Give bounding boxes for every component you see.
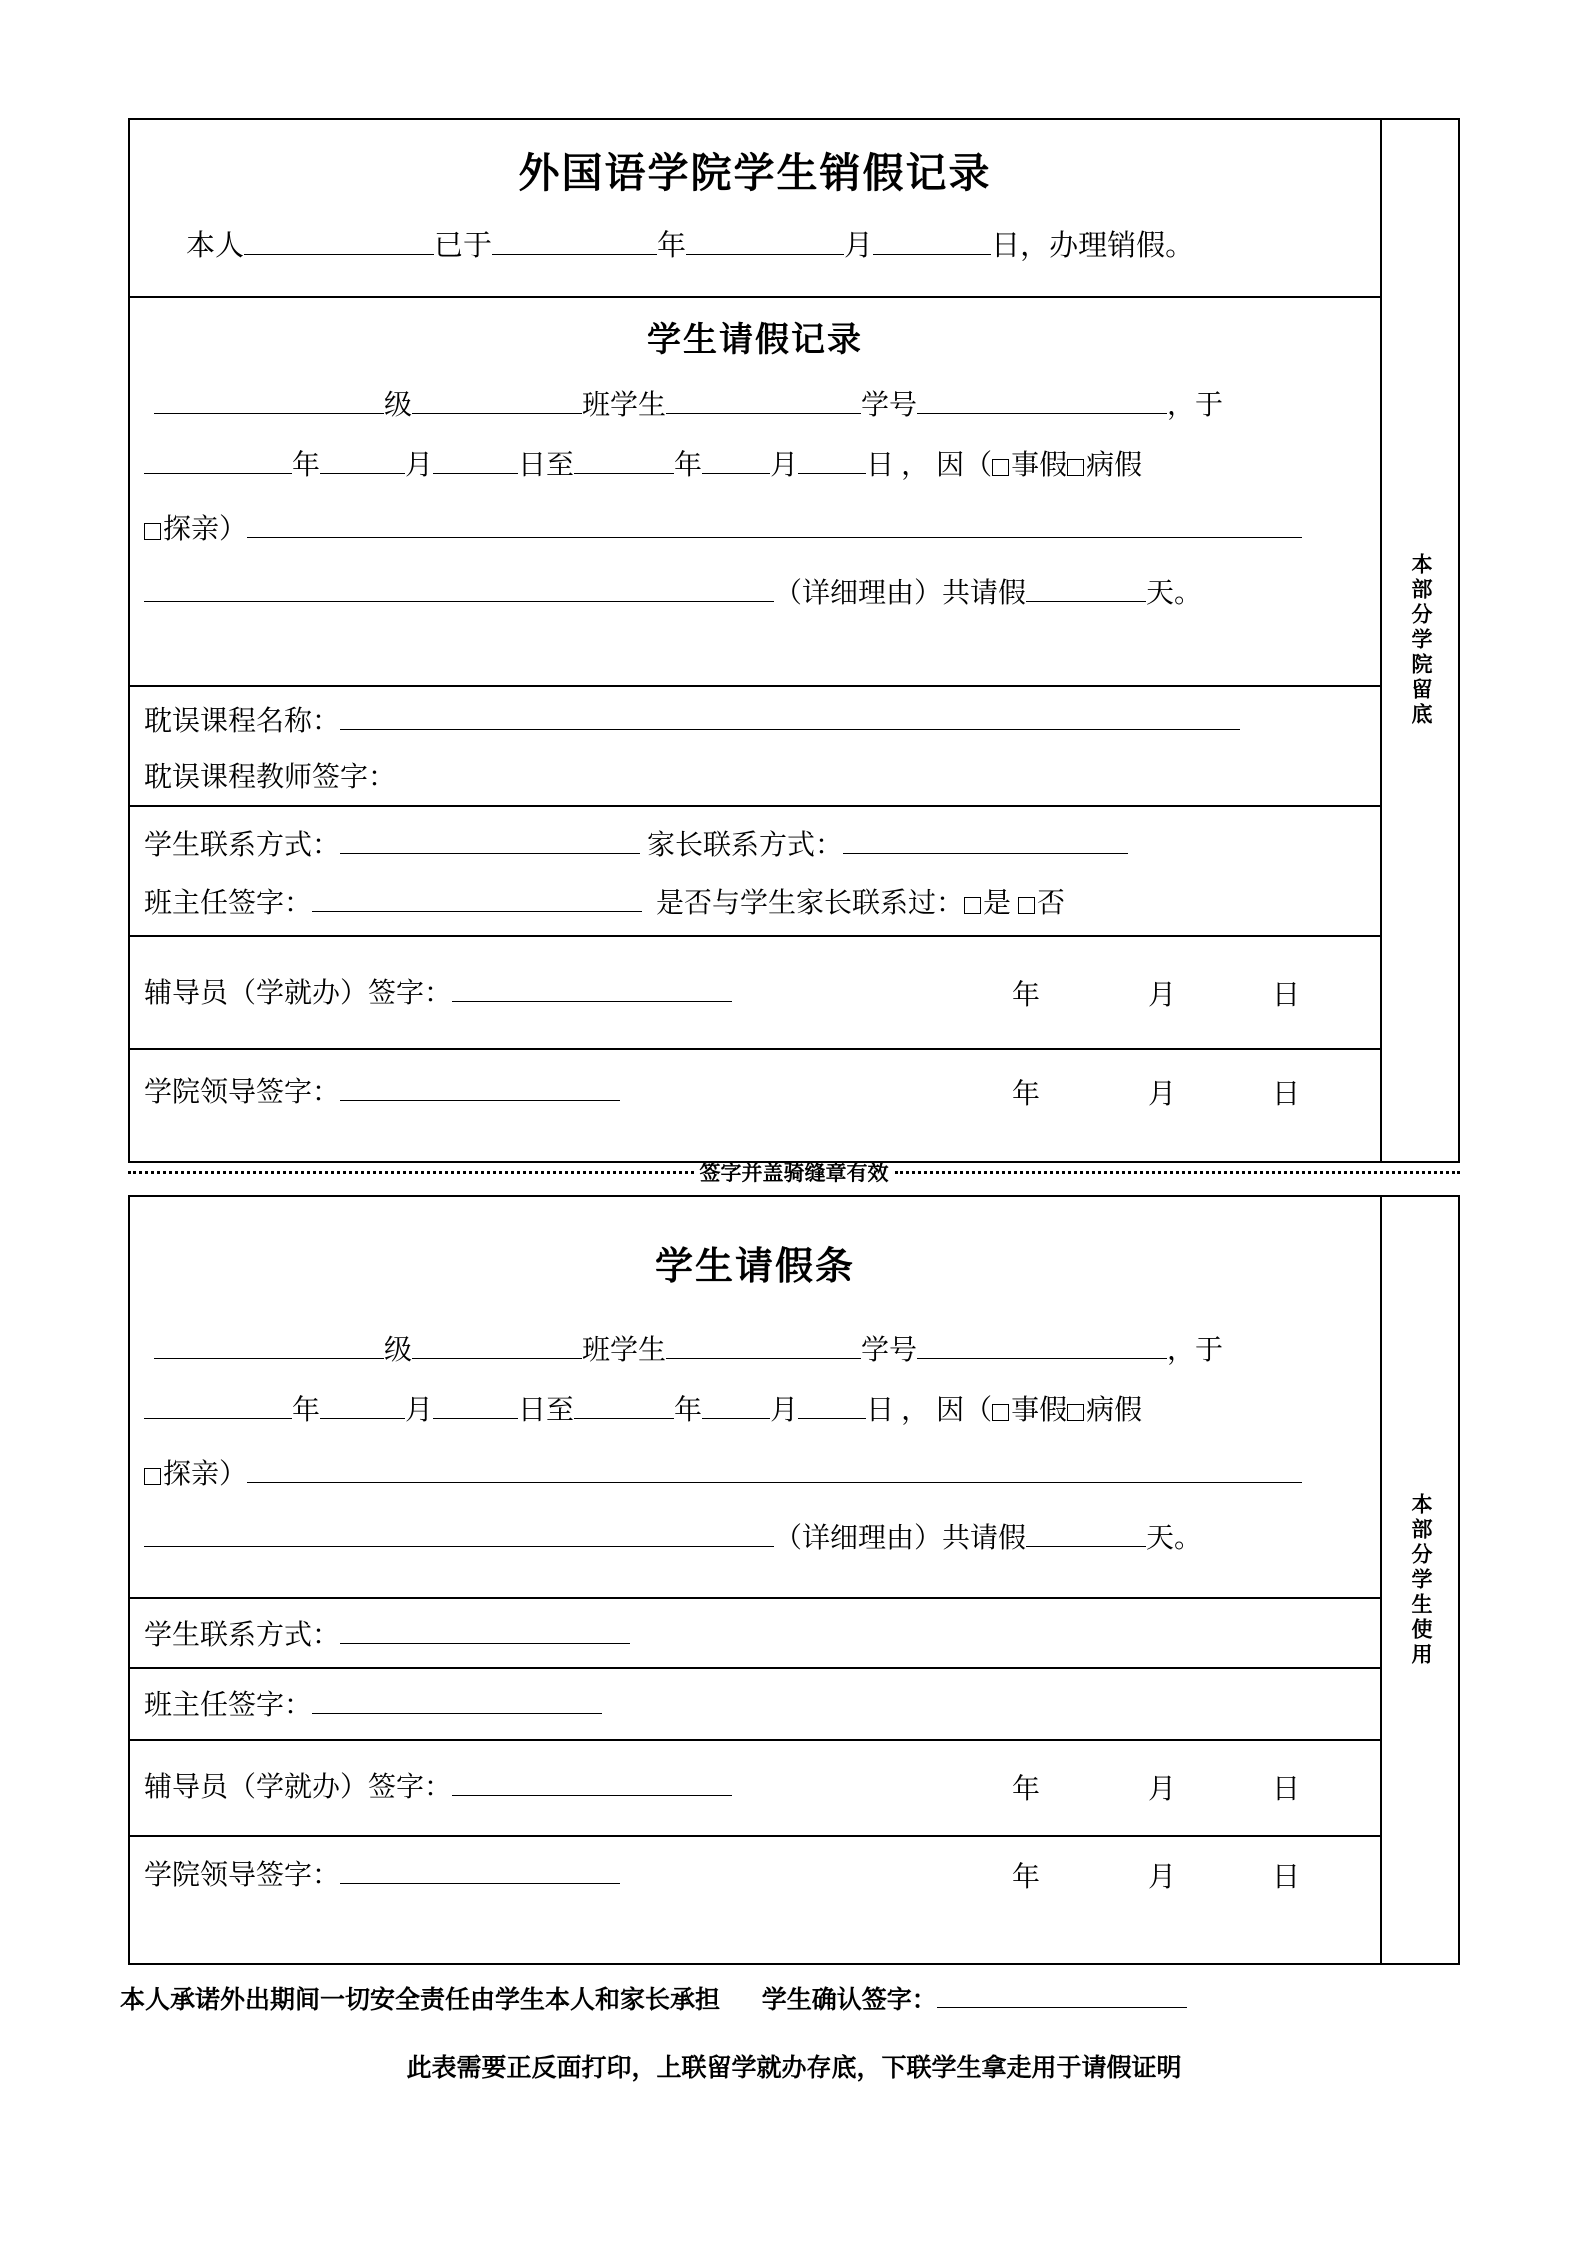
dotted-line-right (895, 1171, 1461, 1174)
b2-to-day-blank[interactable] (798, 1418, 866, 1419)
block1-leader-section (130, 1050, 1380, 1161)
block2-main (130, 1197, 1380, 1963)
leader-sign-line (144, 1072, 1366, 1114)
missed-course-blank[interactable] (340, 729, 1240, 730)
line1-p3: 学号 (861, 390, 918, 421)
block1-contact-section (130, 807, 1380, 937)
b2-class-teacher-blank[interactable] (312, 1713, 602, 1714)
checkbox-contacted-yes[interactable] (964, 897, 981, 914)
line2-p2: 月 (405, 450, 434, 481)
b2-days-blank[interactable] (1026, 1546, 1146, 1547)
request-line-1 (144, 385, 1366, 427)
leader-sign-blank[interactable] (340, 1100, 620, 1101)
footer-promise-row (120, 1980, 1460, 2016)
parent-contact-blank[interactable] (843, 853, 1128, 854)
leader-month: 月 (1148, 1079, 1177, 1110)
checkbox-contacted-no[interactable] (1018, 897, 1035, 914)
block2-class-teacher-section (130, 1667, 1380, 1739)
b2-student-contact-blank[interactable] (340, 1643, 630, 1644)
class-teacher-blank[interactable] (312, 911, 642, 912)
counselor-sign-blank[interactable] (452, 1001, 732, 1002)
block1-main (130, 120, 1380, 1161)
b2-request-line-2 (144, 1390, 1366, 1432)
counselor-sign-line (144, 973, 1366, 1015)
counselor-month: 月 (1148, 980, 1177, 1011)
student-contact-blank[interactable] (340, 853, 640, 854)
b2-counselor-sign-line (144, 1767, 1366, 1809)
page-title: 外国语学院学生销假记录 (518, 150, 992, 196)
line3-opt3: 探亲） (163, 514, 248, 545)
footer-note-row (0, 2048, 1588, 2084)
b2-line1-p4: ，于 (1167, 1335, 1224, 1366)
checkbox-personal-leave[interactable] (992, 459, 1009, 476)
b2-class-teacher-line (144, 1685, 1366, 1727)
student-id-blank[interactable] (917, 413, 1167, 414)
block2-side-note: 本部分学生使用 (1409, 1492, 1432, 1668)
block2-leader-section (130, 1835, 1380, 1963)
b2-from-month-blank[interactable] (320, 1418, 405, 1419)
block2-counselor-section (130, 1739, 1380, 1835)
line2-p7: 因（ (936, 450, 993, 481)
block2-title: 学生请假条 (654, 1246, 855, 1288)
line2-p5: 月 (770, 450, 799, 481)
block1-request-section (130, 298, 1380, 687)
b2-line2-opt2: 病假 (1086, 1395, 1143, 1426)
missed-course-line (144, 701, 1366, 743)
cancel-month-blank[interactable] (686, 254, 844, 255)
missed-course-label: 耽误课程名称： (144, 706, 341, 737)
cancel-p4: 月 (844, 230, 874, 262)
b2-line4-p1: （详细理由）共请假 (774, 1523, 1027, 1554)
b2-counselor-year: 年 (1012, 1774, 1041, 1805)
cancel-year-blank[interactable] (492, 254, 657, 255)
b2-checkbox-personal-leave[interactable] (992, 1404, 1009, 1421)
class-teacher-line (144, 883, 1366, 925)
b2-line2-p5: 月 (770, 1395, 799, 1426)
counselor-day: 日 (1272, 980, 1301, 1011)
footer-promise: 本人承诺外出期间一切安全责任由学生本人和家长承担 (120, 1986, 721, 2014)
b2-grade-blank[interactable] (154, 1358, 384, 1359)
checkbox-sick-leave[interactable] (1067, 459, 1084, 476)
line1-p1: 级 (384, 390, 413, 421)
b2-line2-p1: 年 (292, 1395, 321, 1426)
b2-reason-blank-1[interactable] (247, 1482, 1302, 1483)
cancel-name-blank[interactable] (244, 254, 434, 255)
request-line-4 (144, 573, 1366, 615)
b2-line1-p1: 级 (384, 1335, 413, 1366)
block1-header-section (130, 120, 1380, 298)
b2-line4-p2: 天。 (1146, 1523, 1203, 1554)
days-blank[interactable] (1026, 601, 1146, 602)
contacted-no: 否 (1037, 888, 1066, 919)
line2-p3: 日至 (518, 450, 575, 481)
b2-from-year-blank[interactable] (144, 1418, 292, 1419)
cancel-p2: 已于 (434, 230, 493, 262)
b2-line2-p2: 月 (405, 1395, 434, 1426)
b2-counselor-sign-blank[interactable] (452, 1795, 732, 1796)
missed-course-teacher-label: 耽误课程教师签字： (144, 762, 397, 793)
to-year-blank[interactable] (574, 473, 674, 474)
leader-sign-label: 学院领导签字： (144, 1077, 341, 1108)
b2-line2-p3: 日至 (518, 1395, 575, 1426)
b2-line2-p7: 因（ (936, 1395, 993, 1426)
student-confirm-signature-blank[interactable] (937, 2007, 1187, 2008)
from-day-blank[interactable] (433, 473, 518, 474)
block1-course-section (130, 687, 1380, 807)
block2-contact-section (130, 1597, 1380, 1667)
separator-label: 签字并盖骑缝章有效 (699, 1162, 889, 1185)
section-subtitle: 学生请假记录 (647, 321, 863, 359)
grade-blank[interactable] (154, 413, 384, 414)
b2-class-teacher-label: 班主任签字： (144, 1690, 313, 1721)
cancel-p3: 年 (657, 230, 687, 262)
line2-opt2: 病假 (1086, 450, 1143, 481)
cancel-p5: 日，办理销假。 (991, 230, 1195, 262)
line1-p2: 班学生 (582, 390, 667, 421)
block2-side-column (1380, 1197, 1458, 1963)
b2-counselor-day: 日 (1272, 1774, 1301, 1805)
contacted-parent-label: 是否与学生家长联系过： (656, 888, 965, 919)
counselor-year: 年 (1012, 980, 1041, 1011)
b2-leader-sign-label: 学院领导签字： (144, 1860, 341, 1891)
line4-p1: （详细理由）共请假 (774, 578, 1027, 609)
b2-student-contact-line (144, 1615, 1366, 1657)
b2-leader-sign-blank[interactable] (340, 1883, 620, 1884)
b2-checkbox-family-visit[interactable] (144, 1468, 161, 1485)
block2-request-section (130, 1197, 1380, 1597)
b2-request-line-4 (144, 1518, 1366, 1560)
missed-course-teacher-line (144, 757, 1366, 799)
b2-line3-opt3: 探亲） (163, 1459, 248, 1490)
b2-leader-sign-line (144, 1855, 1366, 1897)
student-name-blank[interactable] (666, 413, 861, 414)
request-line-3 (144, 509, 1366, 551)
b2-student-id-blank[interactable] (917, 1358, 1167, 1359)
leave-slip-block (128, 1195, 1460, 1965)
line2-p6: 日 ， (866, 450, 930, 481)
footer-confirm-label: 学生确认签字： (761, 1986, 937, 2014)
b2-line2-opt1: 事假 (1011, 1395, 1068, 1426)
cancel-p1: 本人 (186, 230, 245, 262)
line2-p1: 年 (292, 450, 321, 481)
request-line-2 (144, 445, 1366, 487)
to-day-blank[interactable] (798, 473, 866, 474)
block1-side-note: 本部分学院留底 (1409, 553, 1432, 728)
b2-leader-year: 年 (1012, 1862, 1041, 1893)
cancel-day-blank[interactable] (873, 254, 991, 255)
b2-leader-day: 日 (1272, 1862, 1301, 1893)
class-teacher-label: 班主任签字： (144, 888, 313, 919)
checkbox-family-visit[interactable] (144, 523, 161, 540)
block1-counselor-section (130, 937, 1380, 1050)
contact-line (144, 825, 1366, 867)
class-blank[interactable] (412, 413, 582, 414)
b2-class-blank[interactable] (412, 1358, 582, 1359)
dotted-line-left (128, 1171, 694, 1174)
b2-counselor-sign-label: 辅导员（学就办）签字： (144, 1772, 453, 1803)
reason-blank-1[interactable] (247, 537, 1302, 538)
b2-line2-p4: 年 (674, 1395, 703, 1426)
footer-note: 此表需要正反面打印，上联留学就办存底，下联学生拿走用于请假证明 (406, 2054, 1182, 2082)
from-month-blank[interactable] (320, 473, 405, 474)
b2-to-month-blank[interactable] (702, 1418, 770, 1419)
counselor-sign-label: 辅导员（学就办）签字： (144, 978, 453, 1009)
b2-line1-p3: 学号 (861, 1335, 918, 1366)
line2-opt1: 事假 (1011, 450, 1068, 481)
to-month-blank[interactable] (702, 473, 770, 474)
leader-year: 年 (1012, 1079, 1041, 1110)
b2-checkbox-sick-leave[interactable] (1067, 1404, 1084, 1421)
b2-request-line-3 (144, 1454, 1366, 1496)
block1-side-column (1380, 120, 1458, 1161)
b2-line2-p6: 日 ， (866, 1395, 930, 1426)
b2-to-year-blank[interactable] (574, 1418, 674, 1419)
line1-p4: ，于 (1167, 390, 1224, 421)
parent-contact-label: 家长联系方式： (647, 830, 844, 861)
b2-student-name-blank[interactable] (666, 1358, 861, 1359)
leader-day: 日 (1272, 1079, 1301, 1110)
b2-counselor-month: 月 (1148, 1774, 1177, 1805)
line4-p2: 天。 (1146, 578, 1203, 609)
b2-leader-month: 月 (1148, 1862, 1177, 1893)
b2-line1-p2: 班学生 (582, 1335, 667, 1366)
contacted-yes: 是 (983, 888, 1012, 919)
b2-from-day-blank[interactable] (433, 1418, 518, 1419)
reason-blank-2[interactable] (144, 601, 774, 602)
leave-cancellation-block (128, 118, 1460, 1163)
b2-student-contact-label: 学生联系方式： (144, 1620, 341, 1651)
from-year-blank[interactable] (144, 473, 292, 474)
b2-request-line-1 (144, 1330, 1366, 1372)
line2-p4: 年 (674, 450, 703, 481)
cancellation-line (144, 225, 1366, 269)
student-contact-label: 学生联系方式： (144, 830, 341, 861)
b2-reason-blank-2[interactable] (144, 1546, 774, 1547)
tear-separator (128, 1155, 1460, 1189)
